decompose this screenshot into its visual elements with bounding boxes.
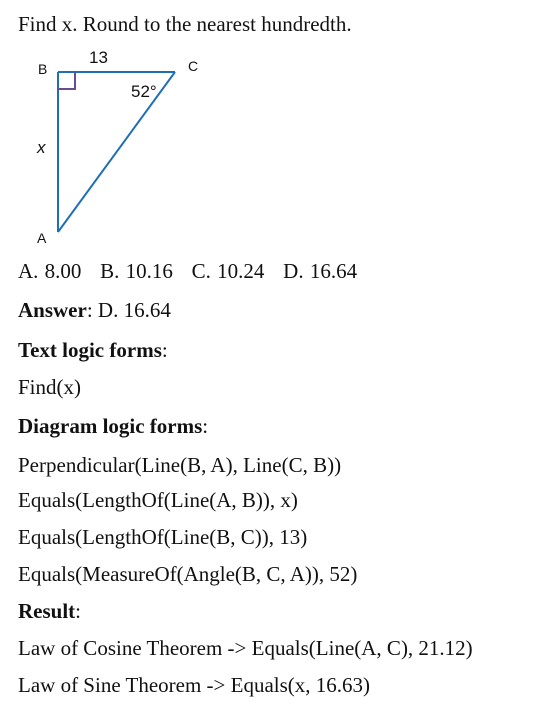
result-heading: [18, 598, 81, 624]
angle-c-measure: 52°: [131, 82, 157, 101]
vertex-b-label: B: [38, 61, 48, 77]
text-logic-heading: [18, 337, 168, 363]
side-ac-line: [58, 72, 175, 232]
result-item: Law of Sine Theorem -> Equals(x, 16.63): [18, 673, 371, 697]
right-angle-marker: [58, 72, 75, 89]
text-logic-heading-text: Text logic forms: [18, 338, 162, 362]
triangle-diagram: [0, 0, 550, 260]
diagram-logic-colon: :: [202, 414, 209, 438]
text-logic-item: Find(x): [18, 375, 81, 399]
diagram-logic-item: Equals(MeasureOf(Angle(B, C, A)), 52): [18, 562, 358, 586]
text-logic-colon: :: [161, 338, 168, 362]
result-item: Law of Cosine Theorem -> Equals(Line(A, C), 21.12): [18, 636, 473, 660]
result-heading-text: Result: [18, 599, 76, 623]
answer-label: Answer: [18, 298, 87, 322]
diagram-logic-item: Equals(LengthOf(Line(B, C)), 13): [18, 525, 308, 549]
diagram-logic-heading: [18, 413, 208, 439]
answer-value: : D. 16.64: [86, 298, 171, 322]
answer-line: [18, 297, 171, 323]
vertex-c-label: C: [188, 58, 199, 74]
result-colon: :: [75, 599, 82, 623]
answer-choices-text: A. 8.00 B. 10.16 C. 10.24 D. 16.64: [18, 259, 358, 283]
diagram-logic-heading-text: Diagram logic forms: [18, 414, 203, 438]
answer-choices: [18, 258, 357, 284]
side-bc-length: 13: [89, 48, 108, 67]
vertex-a-label: A: [37, 230, 47, 246]
question-text: Find x. Round to the nearest hundredth.: [18, 12, 352, 36]
diagram-logic-item: Equals(LengthOf(Line(A, B)), x): [18, 488, 298, 512]
side-ab-variable: x: [37, 138, 46, 157]
diagram-logic-item: Perpendicular(Line(B, A), Line(C, B)): [18, 453, 342, 477]
